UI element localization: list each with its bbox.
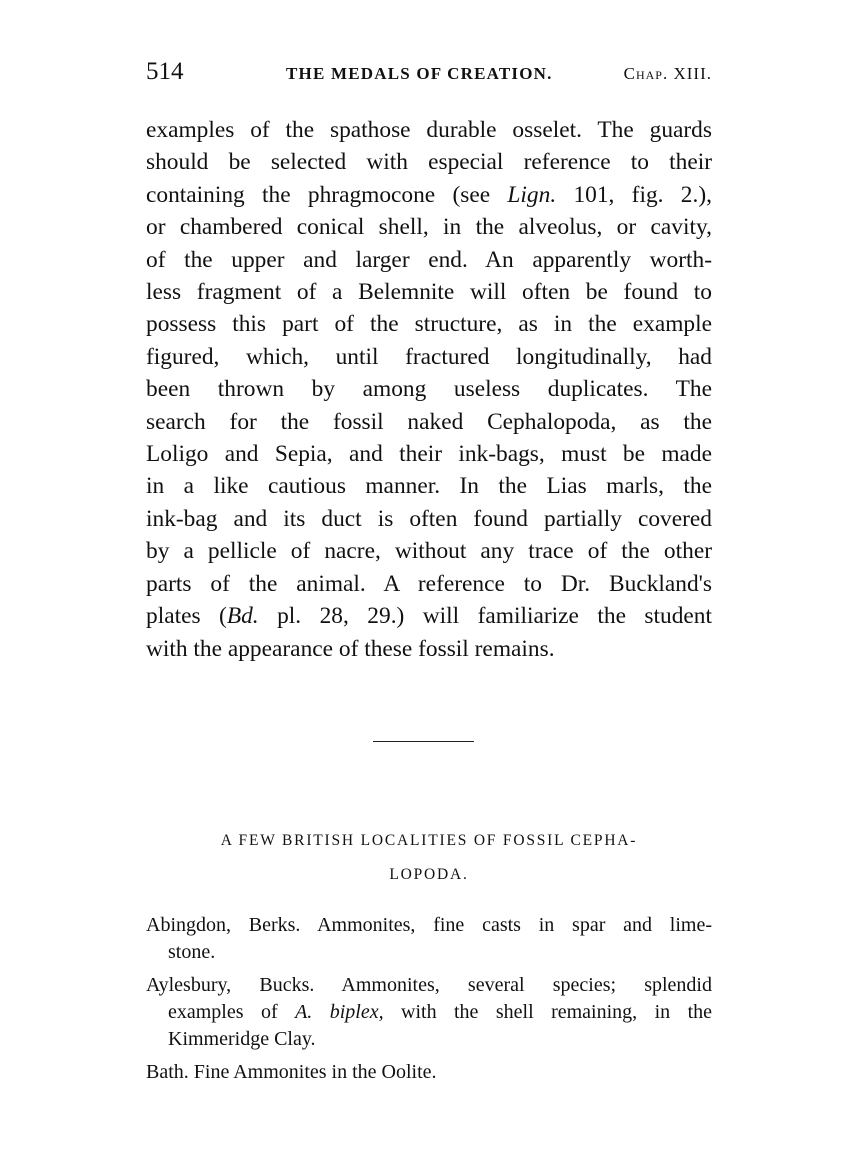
text-line: or chambered conical shell, in the alveolus, or cavity, <box>146 214 712 241</box>
text-line: should be selected with especial reference to their <box>146 149 712 176</box>
text-line: examples of the spathose durable osselet. The guards <box>146 117 712 143</box>
text-line: ink-bag and its duct is often found partially covered <box>146 505 712 532</box>
text-line: of the upper and larger end. An apparently worth- <box>146 246 712 273</box>
text-line: figured, which, until fractured longitudinally, had <box>146 343 712 370</box>
localities-list <box>146 912 712 1092</box>
locality-entry <box>146 912 712 966</box>
text-line: search for the fossil naked Cephalopoda, as the <box>146 408 712 435</box>
text-segment: pl. 28, 29.) will familiarize the student <box>258 603 712 630</box>
section-heading-line: A FEW BRITISH LOCALITIES OF FOSSIL CEPHA- <box>220 832 638 849</box>
running-title: THE MEDALS OF CREATION. <box>286 64 553 83</box>
locality-line: Bath. Fine Ammonites in the Oolite. <box>146 1061 437 1083</box>
text-line: less fragment of a Belemnite will often be found to <box>146 279 712 306</box>
locality-line: Kimmeridge Clay. <box>168 1028 316 1050</box>
locality-line <box>146 999 712 1026</box>
section-heading <box>146 824 712 892</box>
text-line <box>146 600 712 632</box>
text-segment: plates ( <box>146 603 227 630</box>
locality-entry <box>146 972 712 1053</box>
text-line: with the appearance of these fossil remains. <box>146 635 555 662</box>
text-segment: 101, fig. 2.), <box>556 181 712 208</box>
text-line: Loligo and Sepia, and their ink-bags, must be made <box>146 441 712 468</box>
bd-reference: Bd. <box>226 603 259 630</box>
locality-line: Aylesbury, Bucks. Ammonites, several species; splendid <box>146 974 712 996</box>
section-divider <box>373 741 474 742</box>
lign-reference: Lign. <box>507 181 557 208</box>
page-number: 514 <box>146 58 184 85</box>
text-line <box>146 179 712 211</box>
locality-line: stone. <box>168 941 216 963</box>
text-segment: with the shell remaining, in the <box>383 1001 712 1023</box>
section-heading-line: LOPODA. <box>389 866 469 883</box>
text-segment: containing the phragmocone (see <box>146 181 508 208</box>
text-line: parts of the animal. A reference to Dr. Buckland's <box>146 570 712 597</box>
body-paragraph <box>146 114 712 665</box>
locality-line: Abingdon, Berks. Ammonites, fine casts in spar and lime- <box>146 914 712 936</box>
running-header <box>146 58 712 94</box>
text-line: in a like cautious manner. In the Lias marls, the <box>146 473 712 500</box>
chapter-label: Chap. XIII. <box>623 64 712 83</box>
text-segment: examples of <box>168 1001 296 1023</box>
locality-entry <box>146 1059 712 1086</box>
species-name: A. biplex, <box>295 1001 384 1023</box>
text-line: possess this part of the structure, as in the example <box>146 311 712 338</box>
text-line: been thrown by among useless duplicates. The <box>146 376 712 403</box>
text-line: by a pellicle of nacre, without any trace of the other <box>146 538 712 565</box>
